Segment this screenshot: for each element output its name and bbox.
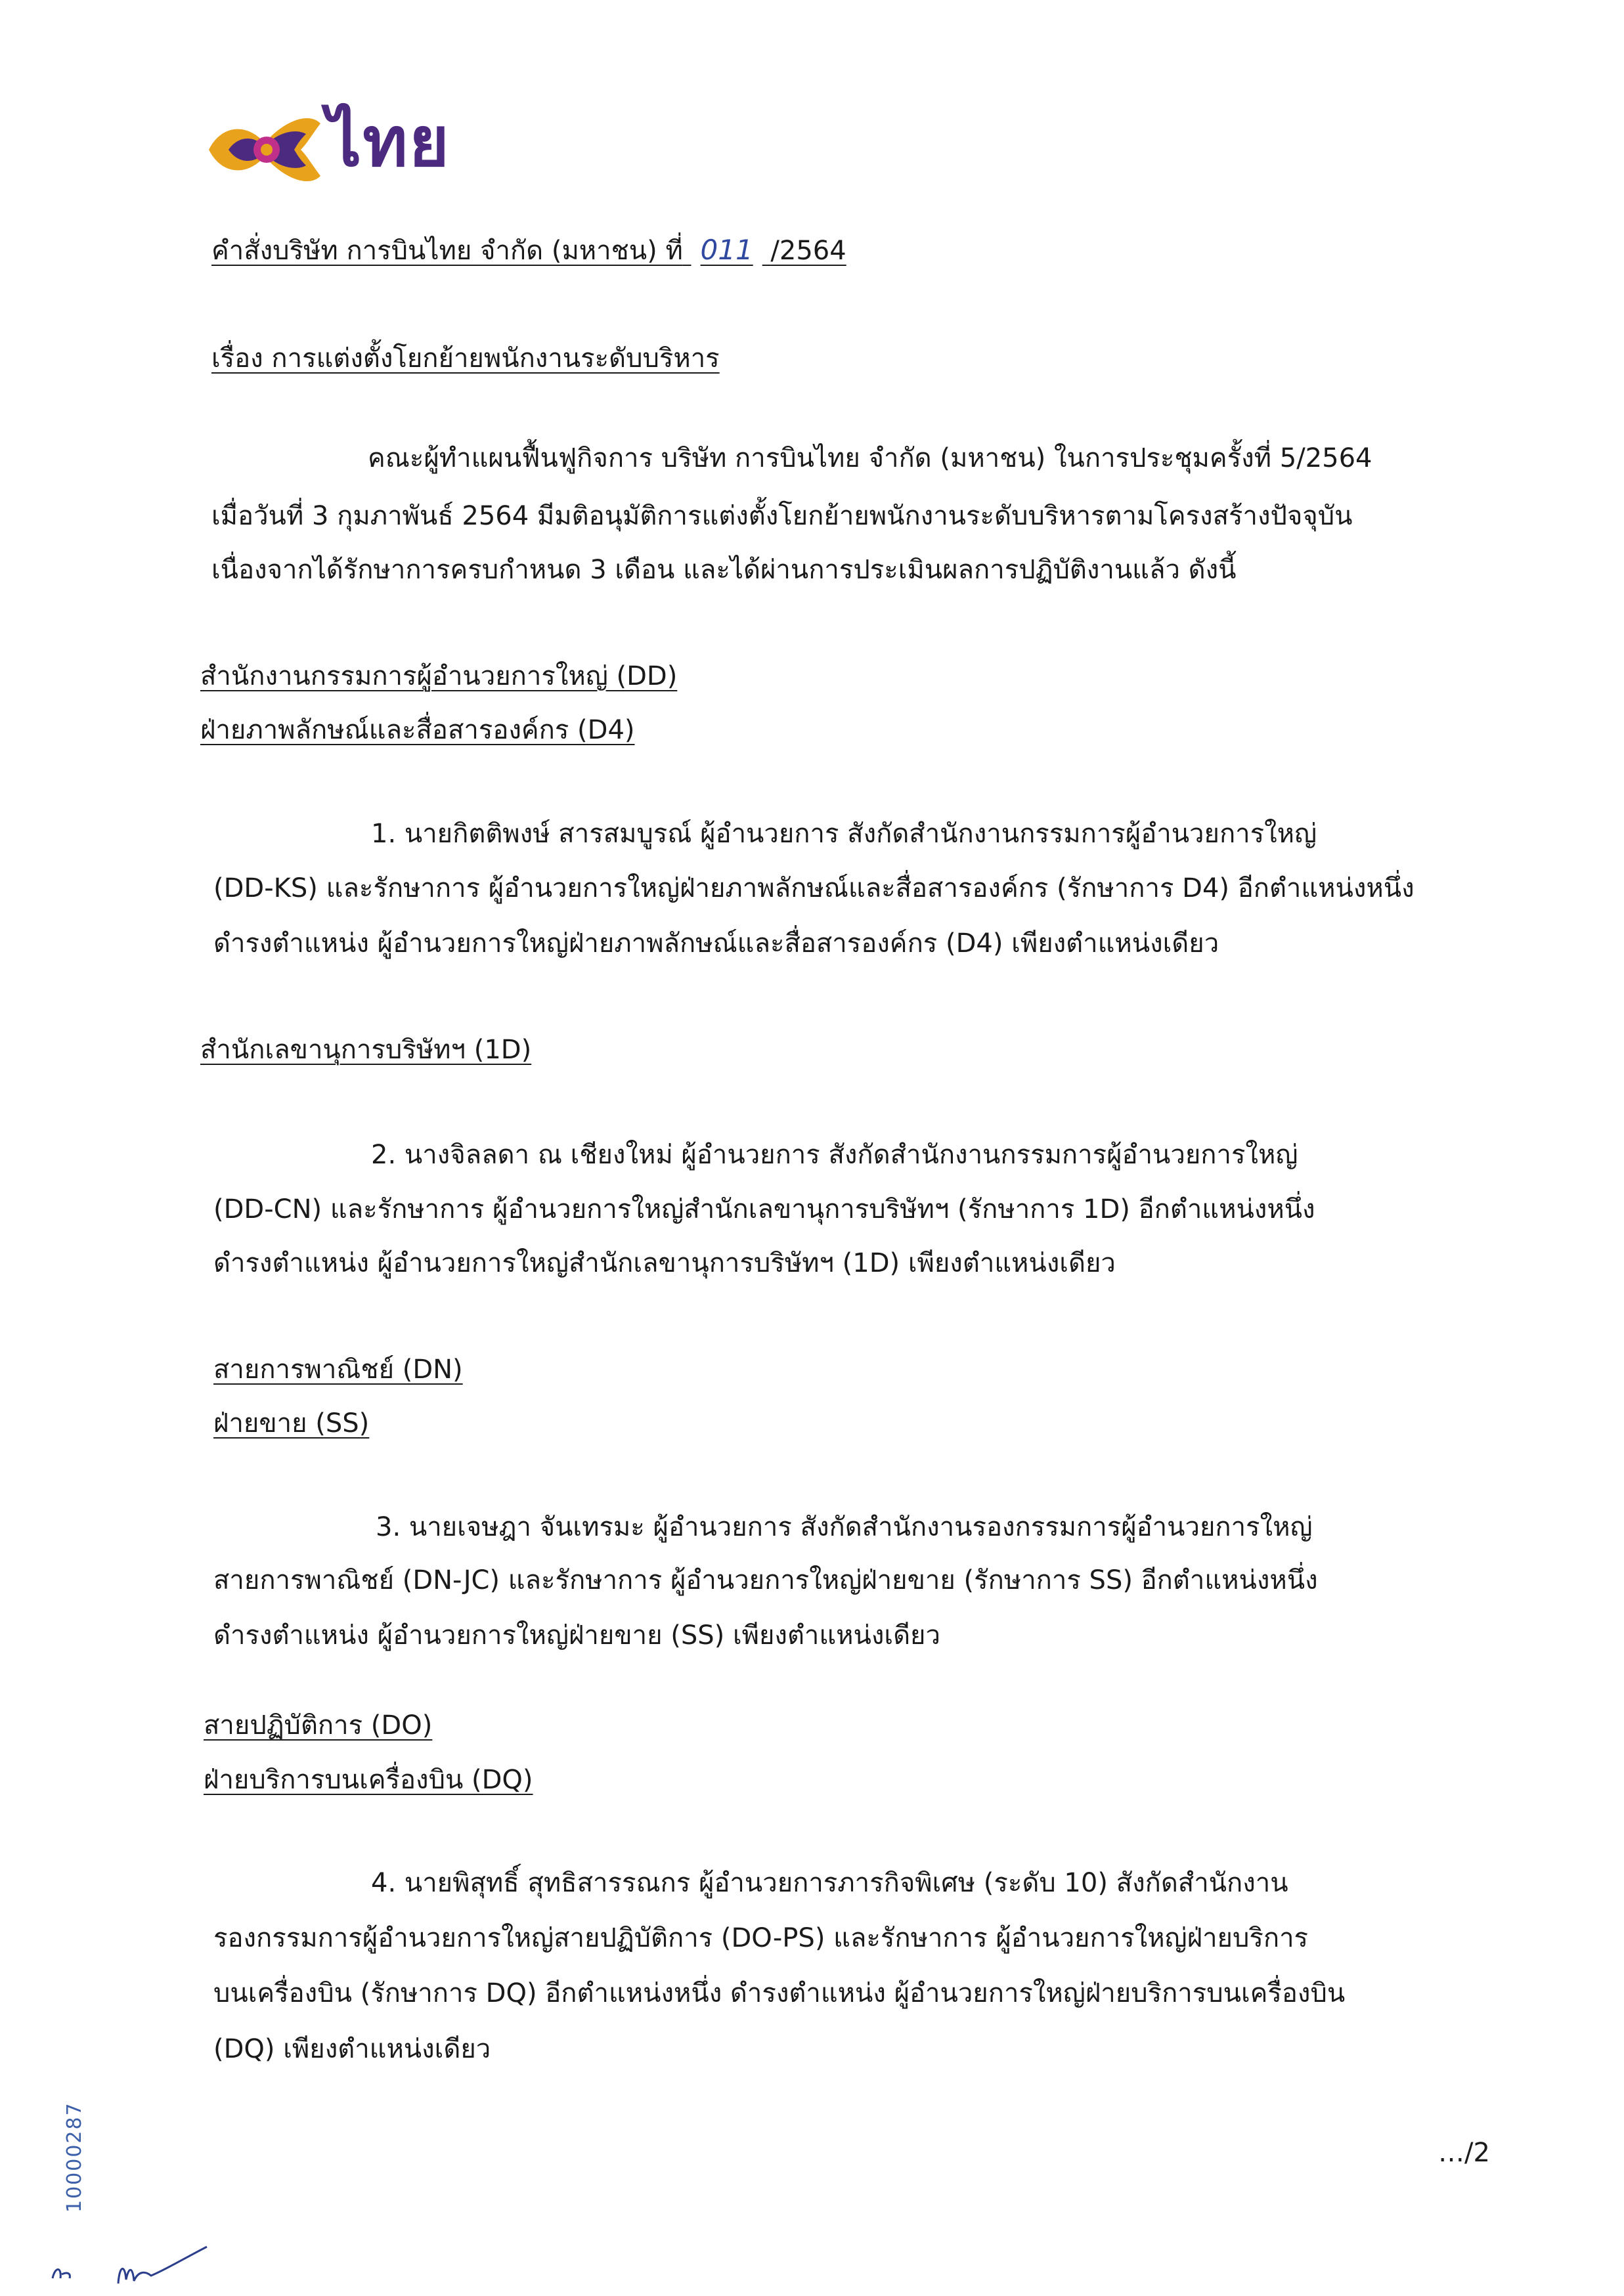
- order-year: /2564: [770, 236, 846, 266]
- page-continuation: …/2: [1438, 2138, 1490, 2168]
- section-3-line-2: สายการพาณิชย์ (DN-JC) และรักษาการ ผู้อำนวยการใหญ่ฝ่ายขาย (รักษาการ SS) อีกตำแหน่งหนึ่ง: [213, 1565, 1318, 1595]
- orchid-logo-icon: [202, 97, 327, 202]
- thai-airways-logo: [202, 97, 452, 202]
- section-1-heading-2: ฝ่ายภาพลักษณ์และสื่อสารองค์กร (D4): [200, 715, 635, 745]
- order-number: 011: [700, 234, 753, 266]
- section-4-heading-2: ฝ่ายบริการบนเครื่องบิน (DQ): [204, 1765, 533, 1795]
- section-2-line-3: ดำรงตำแหน่ง ผู้อำนวยการใหญ่สำนักเลขานุการบริษัทฯ (1D) เพียงตำแหน่งเดียว: [213, 1248, 1116, 1278]
- section-3-line-3: ดำรงตำแหน่ง ผู้อำนวยการใหญ่ฝ่ายขาย (SS) เพียงตำแหน่งเดียว: [213, 1620, 940, 1651]
- section-1-line-1: 1. นายกิตติพงษ์ สารสมบูรณ์ ผู้อำนวยการ สังกัดสำนักงานกรรมการผู้อำนวยการใหญ่: [371, 819, 1317, 849]
- intro-line-2: เมื่อวันที่ 3 กุมภาพันธ์ 2564 มีมติอนุมัติการแต่งตั้งโยกย้ายพนักงานระดับบริหารตามโครงสร้างปัจจุบัน: [211, 501, 1353, 531]
- section-2-line-1: 2. นางจิลลดา ณ เชียงใหม่ ผู้อำนวยการ สังกัดสำนักงานกรรมการผู้อำนวยการใหญ่: [371, 1140, 1298, 1170]
- section-1-line-2: (DD-KS) และรักษาการ ผู้อำนวยการใหญ่ฝ่ายภาพลักษณ์และสื่อสารองค์กร (รักษาการ D4) อีกตำแหน่งหนึ่ง: [213, 873, 1415, 903]
- section-3-line-1: 3. นายเจษฎา จันเทรมะ ผู้อำนวยการ สังกัดสำนักงานรองกรรมการผู้อำนวยการใหญ่: [376, 1512, 1313, 1542]
- order-title: [211, 233, 846, 268]
- section-2-line-2: (DD-CN) และรักษาการ ผู้อำนวยการใหญ่สำนักเลขานุการบริษัทฯ (รักษาการ 1D) อีกตำแหน่งหนึ่ง: [213, 1194, 1315, 1224]
- section-4-line-1: 4. นายพิสุทธิ์ สุทธิสารรณกร ผู้อำนวยการภารกิจพิเศษ (ระดับ 10) สังกัดสำนักงาน: [371, 1868, 1288, 1898]
- document-id: 10000287: [63, 2102, 86, 2213]
- section-1-line-3: ดำรงตำแหน่ง ผู้อำนวยการใหญ่ฝ่ายภาพลักษณ์และสื่อสารองค์กร (D4) เพียงตำแหน่งเดียว: [213, 928, 1219, 959]
- section-3-heading-1: สายการพาณิชย์ (DN): [213, 1354, 463, 1385]
- section-1-heading-1: สำนักงานกรรมการผู้อำนวยการใหญ่ (DD): [200, 661, 678, 691]
- section-4-line-2: รองกรรมการผู้อำนวยการใหญ่สายปฏิบัติการ (DO-PS) และรักษาการ ผู้อำนวยการใหญ่ฝ่ายบริการ: [213, 1923, 1309, 1953]
- section-2-heading-1: สำนักเลขานุการบริษัทฯ (1D): [200, 1035, 532, 1065]
- logo-brand-text: ไทย: [327, 102, 450, 182]
- section-3-heading-2: ฝ่ายขาย (SS): [213, 1408, 370, 1439]
- section-4-heading-1: สายปฏิบัติการ (DO): [204, 1710, 433, 1741]
- subject-line: เรื่อง การแต่งตั้งโยกย้ายพนักงานระดับบริหาร: [211, 343, 720, 374]
- order-prefix: คำสั่งบริษัท การบินไทย จำกัด (มหาชน) ที่: [211, 236, 683, 266]
- intro-line-1: คณะผู้ทำแผนฟื้นฟูกิจการ บริษัท การบินไทย จำกัด (มหาชน) ในการประชุมครั้งที่ 5/2564: [368, 443, 1372, 473]
- intro-line-3: เนื่องจากได้รักษาการครบกำหนด 3 เดือน และได้ผ่านการประเมินผลการปฏิบัติงานแล้ว ดังนี้: [211, 555, 1237, 585]
- section-4-line-3: บนเครื่องบิน (รักษาการ DQ) อีกตำแหน่งหนึ่ง ดำรงตำแหน่ง ผู้อำนวยการใหญ่ฝ่ายบริการบนเครื่องบิน: [213, 1978, 1346, 2008]
- handwritten-initials-icon: [39, 2232, 217, 2291]
- section-4-line-4: (DQ) เพียงตำแหน่งเดียว: [213, 2034, 491, 2064]
